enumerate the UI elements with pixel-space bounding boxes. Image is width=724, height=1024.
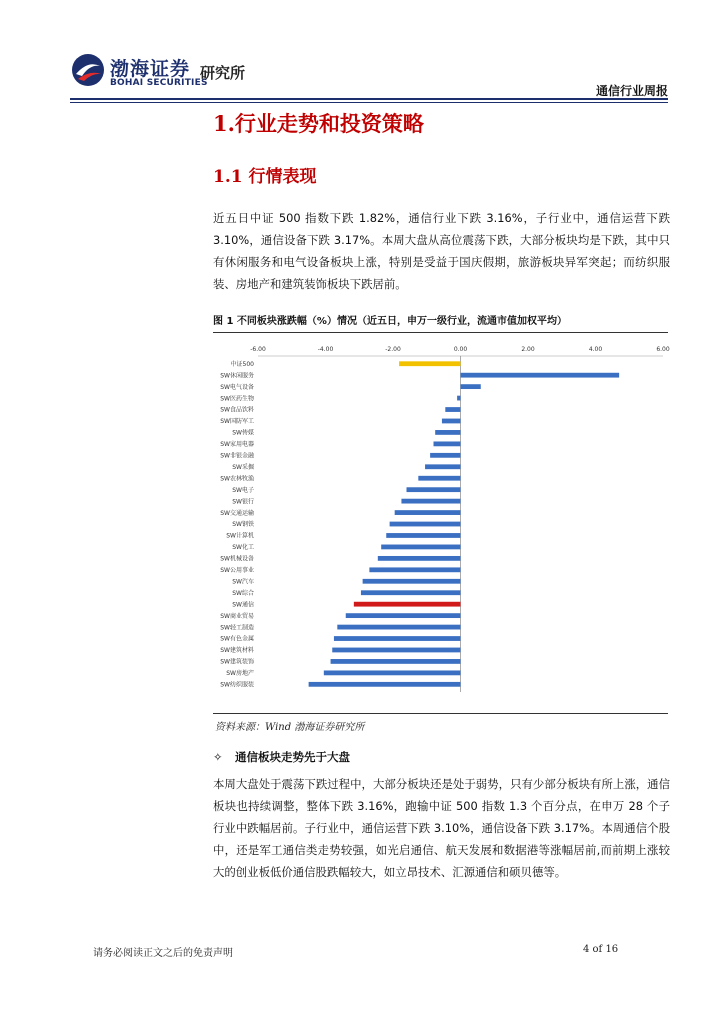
bar bbox=[331, 659, 461, 664]
bar bbox=[461, 373, 620, 378]
bar bbox=[461, 384, 481, 389]
bohai-logo-icon bbox=[70, 52, 106, 88]
bar bbox=[435, 430, 460, 435]
bar bbox=[381, 545, 460, 550]
logo-chinese-text: 渤海证券 bbox=[110, 58, 191, 80]
bar bbox=[332, 648, 460, 653]
x-tick-label: 2.00 bbox=[521, 346, 535, 353]
sector-performance-bar-chart bbox=[213, 334, 668, 712]
category-label: SW计算机 bbox=[226, 532, 254, 540]
category-label: SW采掘 bbox=[232, 463, 254, 471]
bar bbox=[401, 499, 460, 504]
category-label: SW农林牧渔 bbox=[220, 475, 254, 483]
bar bbox=[407, 487, 461, 492]
category-label: SW汽车 bbox=[232, 578, 254, 586]
figure-source: 资料来源：Wind 渤海证券研究所 bbox=[215, 722, 365, 733]
category-label: SW银行 bbox=[232, 498, 254, 506]
bar bbox=[363, 579, 461, 584]
bar bbox=[334, 636, 461, 641]
category-label: SW通信 bbox=[232, 601, 254, 609]
bar bbox=[434, 441, 461, 446]
category-label: SW钢铁 bbox=[232, 521, 254, 529]
bar bbox=[445, 407, 460, 412]
category-label: SW食品饮料 bbox=[220, 406, 254, 414]
figure-bottom-rule bbox=[213, 713, 668, 714]
category-label: SW建筑装饰 bbox=[220, 658, 254, 666]
bar bbox=[309, 682, 461, 687]
bar bbox=[337, 625, 460, 630]
figure-top-rule bbox=[213, 332, 668, 333]
bar bbox=[346, 613, 461, 618]
bar bbox=[361, 590, 461, 595]
category-label: SW非银金融 bbox=[220, 452, 254, 460]
bar bbox=[390, 522, 461, 527]
x-tick-label: 0.00 bbox=[453, 346, 468, 353]
category-label: SW电子 bbox=[232, 486, 254, 494]
category-label: SW综合 bbox=[232, 589, 254, 597]
bar bbox=[442, 419, 461, 424]
header-divider-thin bbox=[70, 102, 668, 103]
category-label: SW医药生物 bbox=[220, 395, 254, 403]
x-tick-label: 4.00 bbox=[588, 346, 603, 353]
category-label: SW建筑材料 bbox=[220, 647, 254, 655]
category-label: SW交通运输 bbox=[220, 509, 254, 517]
logo-english-text: BOHAI SECURITIES bbox=[110, 78, 208, 88]
category-label: SW机械设备 bbox=[220, 555, 254, 563]
category-label: SW房地产 bbox=[226, 670, 254, 678]
report-type-label: 通信行业周报 bbox=[595, 84, 668, 98]
x-tick-label: 6.00 bbox=[656, 346, 670, 353]
market-summary-paragraph: 近五日中证 500 指数下跌 1.82%，通信行业下跌 3.16%，子行业中，通信运营下跌 3.10%，通信设备下跌 3.17%。本周大盘从高位震荡下跌，大部分板块均是下跌，其中只有休闲服务和电气设备板块上涨，特别是受益于国庆假期，旅游板块异军突起；而纺织服装、房地产和建筑装饰板块下跌居前。 bbox=[213, 211, 670, 291]
x-tick-label: -4.00 bbox=[317, 346, 334, 353]
section-heading: 1.行业走势和投资策略 bbox=[213, 111, 424, 136]
bar bbox=[369, 567, 460, 572]
category-label: SW轻工制造 bbox=[220, 624, 254, 632]
page-number: 4 of 16 bbox=[583, 944, 619, 955]
bar bbox=[399, 361, 460, 366]
category-label: SW电气设备 bbox=[220, 383, 254, 391]
bar bbox=[457, 396, 460, 401]
category-label: SW公用事业 bbox=[220, 567, 254, 575]
bar bbox=[386, 533, 460, 538]
x-tick-label: -6.00 bbox=[250, 346, 266, 353]
x-tick-label: -2.00 bbox=[385, 346, 401, 353]
bar bbox=[354, 602, 461, 607]
category-label: SW商业贸易 bbox=[220, 612, 254, 620]
logo-subtitle: 研究所 bbox=[200, 64, 246, 82]
category-label: 中证500 bbox=[230, 360, 254, 368]
footer-disclaimer: 请务必阅读正文之后的免责声明 bbox=[93, 948, 233, 959]
category-label: SW化工 bbox=[232, 544, 254, 552]
category-label: SW休闲服务 bbox=[220, 372, 254, 380]
bullet-heading bbox=[213, 749, 350, 765]
bullet-heading-text: 通信板块走势先于大盘 bbox=[235, 750, 350, 764]
header-divider bbox=[70, 98, 668, 100]
figure-caption: 图 1 不同板块涨跌幅（%）情况（近五日，申万一级行业，流通市值加权平均） bbox=[213, 316, 567, 327]
bar bbox=[425, 464, 460, 469]
bar bbox=[430, 453, 460, 458]
bar bbox=[378, 556, 461, 561]
category-label: SW传媒 bbox=[232, 429, 254, 437]
bar bbox=[418, 476, 460, 481]
subsection-heading: 1.1 行情表现 bbox=[213, 167, 317, 187]
telecom-analysis-paragraph: 本周大盘处于震荡下跌过程中，大部分板块还是处于弱势，只有少部分板块有所上涨，通信板块也持续调整，整体下跌 3.16%，跑输中证 500 指数 1.3 个百分点，在申万 28 个子行业中跌幅居前。子行业中，通信运营下跌 3.10%，通信设备下跌 3.17%。本周通信个股中，还是军工通信类走势较强，如光启通信、航天发展和数据港等涨幅居前,而前期上涨较大的创业板低价通信股跌幅较大，如立昂技术、汇源通信和硕贝德等。 bbox=[213, 777, 670, 879]
category-label: SW纺织服装 bbox=[220, 681, 254, 689]
category-label: SW家用电器 bbox=[220, 441, 254, 449]
category-label: SW国防军工 bbox=[220, 418, 254, 426]
bar bbox=[395, 510, 461, 515]
diamond-bullet-icon: ✧ bbox=[213, 750, 223, 764]
bar bbox=[324, 670, 461, 675]
category-label: SW有色金属 bbox=[220, 635, 254, 643]
company-logo bbox=[70, 52, 270, 96]
